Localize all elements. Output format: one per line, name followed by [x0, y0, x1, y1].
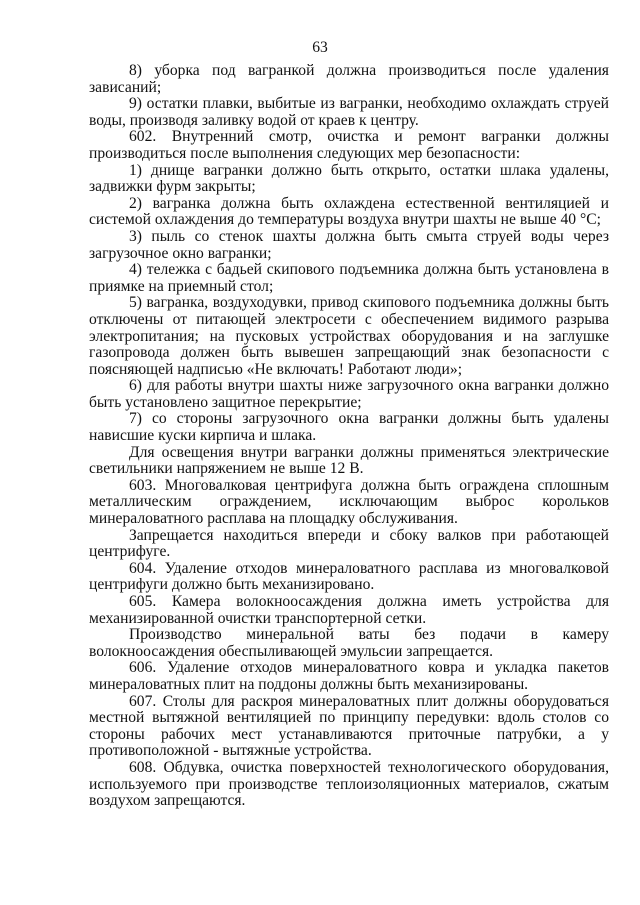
paragraph-606: 606. Удаление отходов минераловатного ковра и укладка пакетов минераловатных плит на поддоны должны быть механизированы.: [89, 659, 609, 693]
paragraph-602-item-2: 2) вагранка должна быть охлаждена естественной вентиляцией и системой охлаждения до температуры воздуха внутри шахты не выше 40 °С;: [89, 194, 609, 229]
paragraph-item-9: 9) остатки плавки, выбитые из вагранки, необходимо охлаждать струей воды, производя заливку водой от краев к центру.: [89, 95, 609, 129]
paragraph-608: 608. Обдувка, очистка поверхностей технологического оборудования, используемого при производстве теплоизоляционных материалов, сжатым воздухом запрещаются.: [89, 758, 609, 810]
paragraph-602-item-4: 4) тележка с бадьей скипового подъемника должна быть установлена в приямке на приемный стол;: [89, 261, 609, 295]
paragraph-603: 603. Многовалковая центрифуга должна быть ограждена сплошным металлическим ограждением, исключающим выброс корольков минераловатного расплава на площадку обслуживания.: [89, 476, 609, 528]
paragraph-602-item-3: 3) пыль со стенок шахты должна быть смыта струей воды через загрузочное окно вагранки;: [89, 227, 609, 262]
paragraph-602-item-7: 7) со стороны загрузочного окна вагранки должны быть удалены нависшие куски кирпича и шлака.: [89, 410, 609, 445]
paragraph-602-item-6: 6) для работы внутри шахты ниже загрузочного окна вагранки должно быть установлено защитное перекрытие;: [89, 377, 609, 411]
paragraph-602-item-5: 5) вагранка, воздуходувки, привод скипового подъемника должны быть отключены от питающей электросети с обеспечением видимого разрыва электропитания; на пусковых устройствах оборудования и на заглушке газопровода должен быть вывешен запрещающий знак безопасности с поясняющей надписью «Не включать! Работают люди»;: [89, 294, 609, 378]
paragraph-607: 607. Столы для раскроя минераловатных плит должны оборудоваться местной вытяжной вентиляцией по принципу передувки: вдоль столов со стороны рабочих мест устанавливаются приточные патрубки, а у противоположной - вытяжные устройства.: [89, 692, 609, 760]
paragraph-602: 602. Внутренний смотр, очистка и ремонт вагранки должны производиться после выполнения следующих мер безопасности:: [89, 128, 609, 162]
paragraph-604: 604. Удаление отходов минераловатного расплава из многовалковой центрифуги должно быть механизировано.: [89, 559, 609, 594]
paragraph-602-lighting: Для освещения внутри вагранки должны применяться электрические светильники напряжением не выше 12 В.: [89, 443, 609, 478]
page-number: 63: [312, 39, 328, 56]
paragraph-item-8: 8) уборка под вагранкой должна производиться после удаления зависаний;: [89, 62, 609, 96]
paragraph-605: 605. Камера волокноосаждения должна иметь устройства для механизированной очистки транспортерной сетки.: [89, 593, 609, 627]
paragraph-602-item-1: 1) днище вагранки должно быть открыто, остатки шлака удалены, задвижки фурм закрыты;: [89, 161, 609, 196]
paragraph-605-prohibition: Производство минеральной ваты без подачи в камеру волокноосаждения обеспыливающей эмульсии запрещается.: [89, 626, 609, 660]
document-body: [89, 63, 609, 810]
paragraph-603-prohibition: Запрещается находиться впереди и сбоку валков при работающей центрифуге.: [89, 526, 609, 561]
